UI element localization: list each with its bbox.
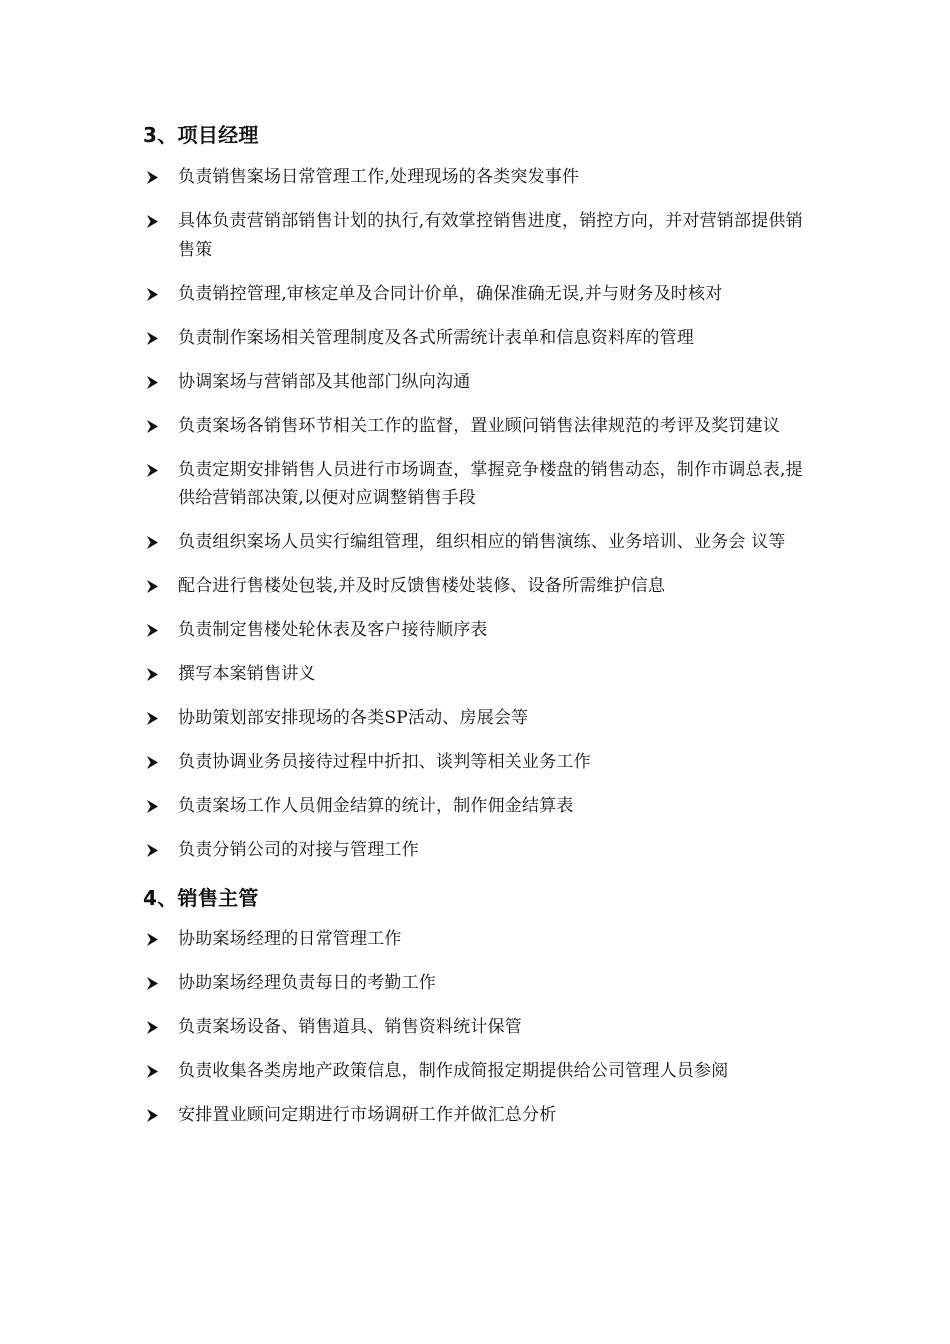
list-item: [143, 412, 813, 441]
list-item-text: 负责制定售楼处轮休表及客户接待顺序表: [178, 620, 488, 640]
list-item: [143, 207, 813, 264]
list-item-text: 负责协调业务员接待过程中折扣、谈判等相关业务工作: [178, 752, 591, 772]
arrowhead-bullet-icon: [145, 528, 161, 556]
list-item: [143, 748, 813, 777]
arrowhead-bullet-icon: [145, 1101, 161, 1129]
arrowhead-bullet-icon: [145, 660, 161, 688]
list-item: [143, 1013, 813, 1042]
list-item-text: 配合进行售楼处包装,并及时反馈售楼处装修、设备所需维护信息: [178, 576, 666, 596]
list-item-text: 协调案场与营销部及其他部门纵向沟通: [178, 371, 471, 392]
list-item: [143, 792, 813, 821]
list-item: [143, 456, 813, 513]
list-item-text: 负责分销公司的对接与管理工作: [178, 840, 419, 860]
arrowhead-bullet-icon: [145, 207, 161, 235]
list-item-text: 负责收集各类房地产政策信息，制作成简报定期提供给公司管理人员参阅: [178, 1060, 729, 1081]
arrowhead-bullet-icon: [145, 748, 161, 776]
list-item: [143, 572, 813, 601]
arrowhead-bullet-icon: [145, 1057, 161, 1085]
list-item: [143, 280, 813, 309]
list-item-text: 撰写本案销售讲义: [178, 664, 316, 684]
list-item: [143, 1101, 813, 1130]
sales-supervisor-duties-list: [143, 925, 813, 1130]
arrowhead-bullet-icon: [145, 412, 161, 440]
list-item: [143, 528, 813, 557]
list-item-text: 负责销控管理,审核定单及合同计价单，确保准确无误,并与财务及时核对: [178, 283, 723, 304]
list-item: [143, 836, 813, 865]
arrowhead-bullet-icon: [145, 456, 161, 484]
arrowhead-bullet-icon: [145, 368, 161, 396]
arrowhead-bullet-icon: [145, 792, 161, 820]
list-item-text: 具体负责营销部销售计划的执行,有效掌控销售进度，销控方向，并对营销部提供销售策: [178, 211, 803, 260]
list-item-text: 负责制作案场相关管理制度及各式所需统计表单和信息资料库的管理: [178, 327, 694, 348]
arrowhead-bullet-icon: [145, 704, 161, 732]
list-item: [143, 616, 813, 645]
list-item: [143, 969, 813, 998]
list-item: [143, 324, 813, 353]
list-item-text: 安排置业顾问定期进行市场调研工作并做汇总分析: [178, 1104, 557, 1125]
arrowhead-bullet-icon: [145, 572, 161, 600]
list-item: [143, 925, 813, 954]
list-item-text: 协助案场经理负责每日的考勤工作: [178, 972, 436, 993]
list-item-text: 负责销售案场日常管理工作,处理现场的各类突发事件: [178, 167, 580, 187]
list-item: [143, 163, 813, 192]
section-title-project-manager: 3、项目经理: [143, 123, 259, 147]
arrowhead-bullet-icon: [145, 616, 161, 644]
arrowhead-bullet-icon: [145, 324, 161, 352]
list-item-text: 负责组织案场人员实行编组管理，组织相应的销售演练、业务培训、业务会 议等: [178, 532, 786, 552]
list-item-text: 负责案场各销售环节相关工作的监督，置业顾问销售法律规范的考评及奖罚建议: [178, 415, 780, 436]
list-item-text: 负责案场工作人员佣金结算的统计，制作佣金结算表: [178, 796, 574, 816]
list-item-text: 负责案场设备、销售道具、销售资料统计保管: [178, 1016, 522, 1037]
arrowhead-bullet-icon: [145, 1013, 161, 1041]
arrowhead-bullet-icon: [145, 969, 161, 997]
list-item-text: 协助案场经理的日常管理工作: [178, 928, 402, 949]
arrowhead-bullet-icon: [145, 925, 161, 953]
project-manager-duties-list: [143, 163, 813, 865]
list-item: [143, 1057, 813, 1086]
arrowhead-bullet-icon: [145, 163, 161, 191]
list-item: [143, 704, 813, 733]
list-item-text: 负责定期安排销售人员进行市场调查，掌握竞争楼盘的销售动态，制作市调总表,提供给营销部决策,以便对应调整销售手段: [178, 459, 803, 508]
list-item-text: 协助策划部安排现场的各类SP活动、房展会等: [178, 708, 529, 728]
arrowhead-bullet-icon: [145, 836, 161, 864]
list-item: [143, 368, 813, 397]
document-content: [143, 118, 813, 1129]
list-item: [143, 660, 813, 689]
section-title-sales-supervisor: 4、销售主管: [143, 885, 259, 910]
arrowhead-bullet-icon: [145, 280, 161, 308]
